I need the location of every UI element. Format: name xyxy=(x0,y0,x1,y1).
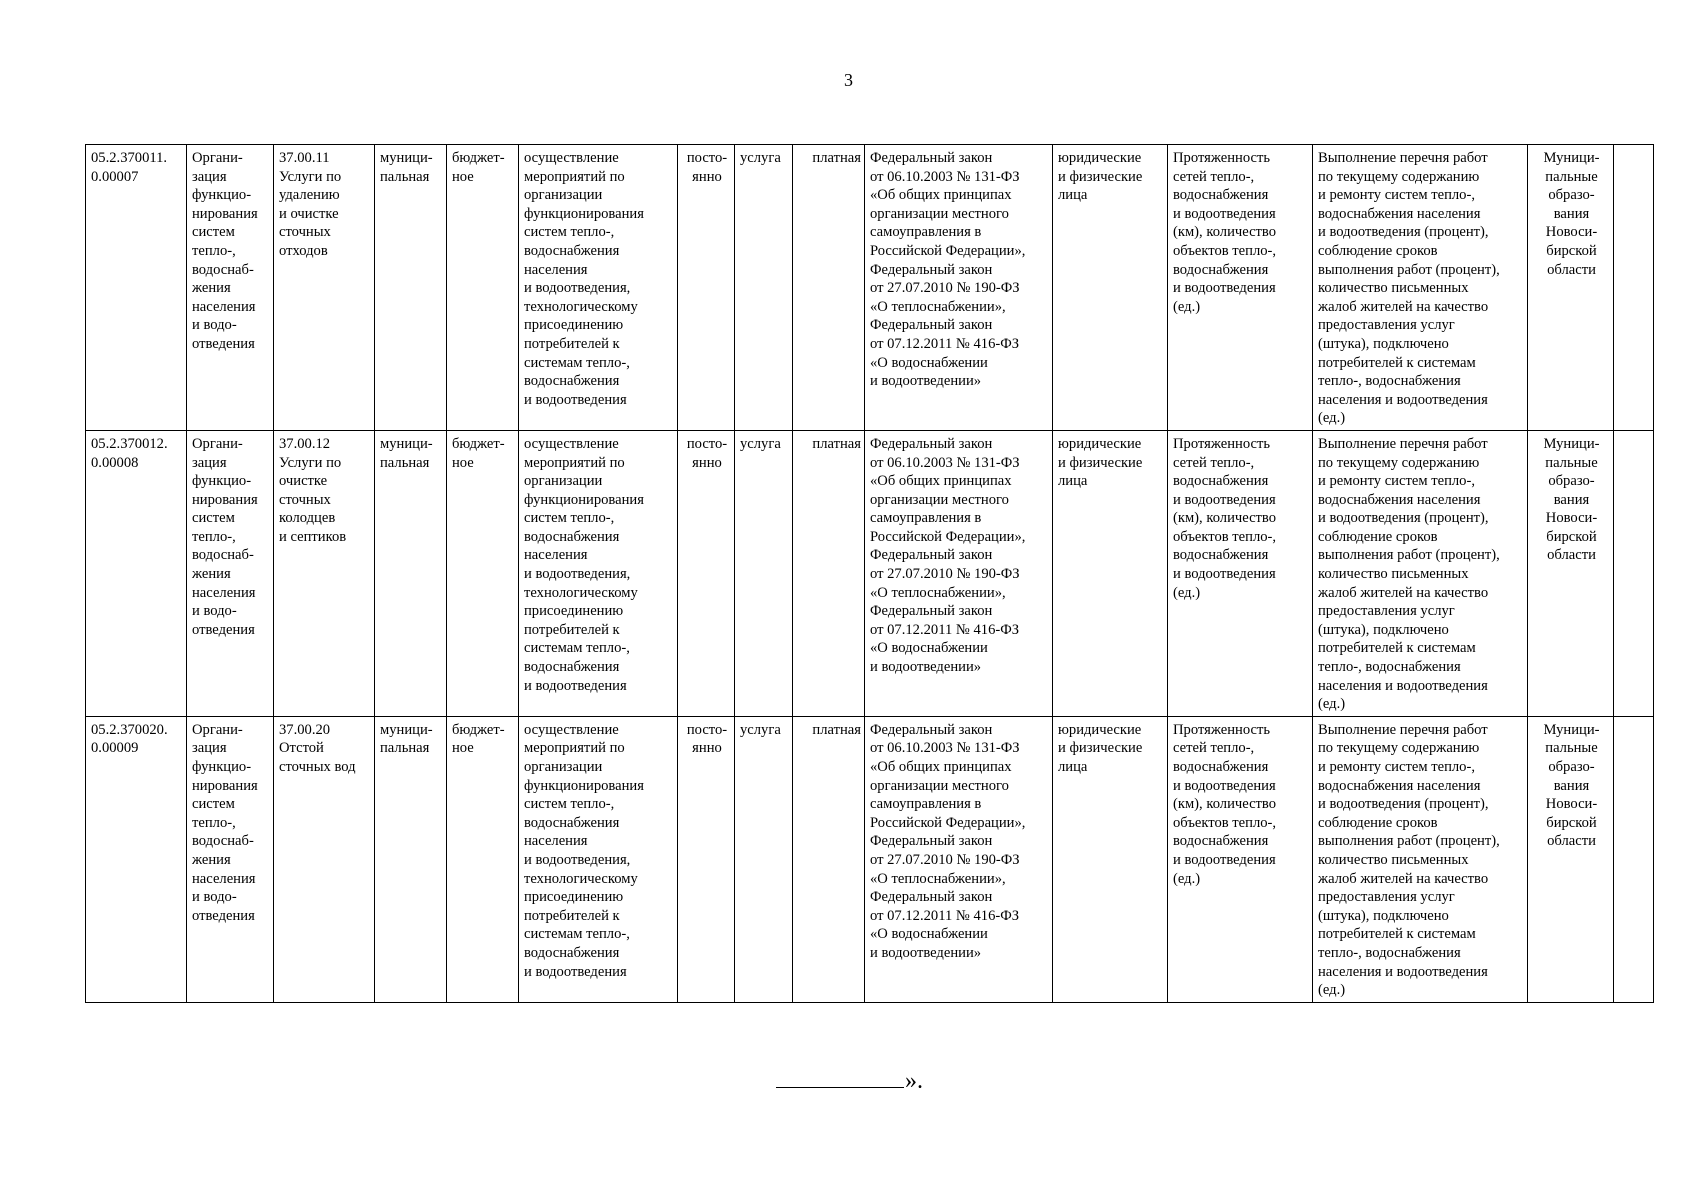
cell-consumers: юридические и физические лица xyxy=(1053,716,1168,1002)
cell-finance: бюджет- ное xyxy=(447,430,519,716)
closing-mark xyxy=(776,1068,923,1095)
cell-content: осуществление мероприятий по организации функционирования систем тепло-, водоснабжения населения и водоотведения, технологическому присоединению потребителей к системам тепло-, водоснабжения и водоотведения xyxy=(519,145,678,431)
page-number: 3 xyxy=(844,70,853,90)
cell-name: Органи- зация функцио- нирования систем тепло-, водоснаб- жения населения и водо- отведения xyxy=(187,430,274,716)
cell-finance: бюджет- ное xyxy=(447,716,519,1002)
cell-kind: услуга xyxy=(735,716,793,1002)
cell-period: посто- янно xyxy=(678,716,735,1002)
cell-quality: Выполнение перечня работ по текущему содержанию и ремонту систем тепло-, водоснабжения населения и водоотведения (процент), соблюдение сроков выполнения работ (процент), количество письменных жалоб жителей на качество предоставления услуг (штука), подключено потребителей к системам тепло-, водоснабжения населения и водоотведения (ед.) xyxy=(1313,716,1528,1002)
signature-line xyxy=(776,1087,904,1088)
cell-law: Федеральный закон от 06.10.2003 № 131-ФЗ «Об общих принципах организации местного самоуправления в Российской Федерации», Федеральный закон от 27.07.2010 № 190-ФЗ «О теплоснабжении», Федеральный закон от 07.12.2011 № 416-ФЗ «О водоснабжении и водоотведении» xyxy=(865,430,1053,716)
cell-finance: бюджет- ное xyxy=(447,145,519,431)
table-row xyxy=(86,145,1654,431)
cell-kind: услуга xyxy=(735,430,793,716)
cell-level: муници- пальная xyxy=(375,145,447,431)
cell-service: 37.00.20 Отстой сточных вод xyxy=(274,716,375,1002)
cell-provider: Муници- пальные образо- вания Новоси- бирской области xyxy=(1528,716,1614,1002)
cell-volume: Протяженность сетей тепло-, водоснабжения и водоотведения (км), количество объектов тепло-, водоснабжения и водоотведения (ед.) xyxy=(1168,145,1313,431)
cell-quality: Выполнение перечня работ по текущему содержанию и ремонту систем тепло-, водоснабжения населения и водоотведения (процент), соблюдение сроков выполнения работ (процент), количество письменных жалоб жителей на качество предоставления услуг (штука), подключено потребителей к системам тепло-, водоснабжения населения и водоотведения (ед.) xyxy=(1313,145,1528,431)
cell-period: посто- янно xyxy=(678,145,735,431)
cell-quality: Выполнение перечня работ по текущему содержанию и ремонту систем тепло-, водоснабжения населения и водоотведения (процент), соблюдение сроков выполнения работ (процент), количество письменных жалоб жителей на качество предоставления услуг (штука), подключено потребителей к системам тепло-, водоснабжения населения и водоотведения (ед.) xyxy=(1313,430,1528,716)
cell-content: осуществление мероприятий по организации функционирования систем тепло-, водоснабжения населения и водоотведения, технологическому присоединению потребителей к системам тепло-, водоснабжения и водоотведения xyxy=(519,716,678,1002)
cell-level: муници- пальная xyxy=(375,430,447,716)
cell-consumers: юридические и физические лица xyxy=(1053,145,1168,431)
cell-payment: платная xyxy=(793,145,865,431)
cell-name: Органи- зация функцио- нирования систем тепло-, водоснаб- жения населения и водо- отведения xyxy=(187,716,274,1002)
cell-consumers: юридические и физические лица xyxy=(1053,430,1168,716)
cell-period: посто- янно xyxy=(678,430,735,716)
cell-law: Федеральный закон от 06.10.2003 № 131-ФЗ «Об общих принципах организации местного самоуправления в Российской Федерации», Федеральный закон от 27.07.2010 № 190-ФЗ «О теплоснабжении», Федеральный закон от 07.12.2011 № 416-ФЗ «О водоснабжении и водоотведении» xyxy=(865,716,1053,1002)
cell-code: 05.2.370011. 0.00007 xyxy=(86,145,187,431)
cell-volume: Протяженность сетей тепло-, водоснабжения и водоотведения (км), количество объектов тепло-, водоснабжения и водоотведения (ед.) xyxy=(1168,716,1313,1002)
cell-volume: Протяженность сетей тепло-, водоснабжения и водоотведения (км), количество объектов тепло-, водоснабжения и водоотведения (ед.) xyxy=(1168,430,1313,716)
cell-service: 37.00.12 Услуги по очистке сточных колодцев и септиков xyxy=(274,430,375,716)
cell-extra xyxy=(1614,716,1654,1002)
table-row xyxy=(86,430,1654,716)
cell-payment: платная xyxy=(793,430,865,716)
cell-extra xyxy=(1614,430,1654,716)
cell-name: Органи- зация функцио- нирования систем тепло-, водоснаб- жения населения и водо- отведения xyxy=(187,145,274,431)
closing-quote: ». xyxy=(905,1068,923,1094)
cell-payment: платная xyxy=(793,716,865,1002)
cell-provider: Муници- пальные образо- вания Новоси- бирской области xyxy=(1528,430,1614,716)
cell-provider: Муници- пальные образо- вания Новоси- бирской области xyxy=(1528,145,1614,431)
registry-table xyxy=(85,144,1654,1003)
cell-kind: услуга xyxy=(735,145,793,431)
table-row xyxy=(86,716,1654,1002)
cell-content: осуществление мероприятий по организации функционирования систем тепло-, водоснабжения населения и водоотведения, технологическому присоединению потребителей к системам тепло-, водоснабжения и водоотведения xyxy=(519,430,678,716)
cell-level: муници- пальная xyxy=(375,716,447,1002)
cell-law: Федеральный закон от 06.10.2003 № 131-ФЗ «Об общих принципах организации местного самоуправления в Российской Федерации», Федеральный закон от 27.07.2010 № 190-ФЗ «О теплоснабжении», Федеральный закон от 07.12.2011 № 416-ФЗ «О водоснабжении и водоотведении» xyxy=(865,145,1053,431)
cell-code: 05.2.370020. 0.00009 xyxy=(86,716,187,1002)
cell-code: 05.2.370012. 0.00008 xyxy=(86,430,187,716)
cell-service: 37.00.11 Услуги по удалению и очистке сточных отходов xyxy=(274,145,375,431)
cell-extra xyxy=(1614,145,1654,431)
